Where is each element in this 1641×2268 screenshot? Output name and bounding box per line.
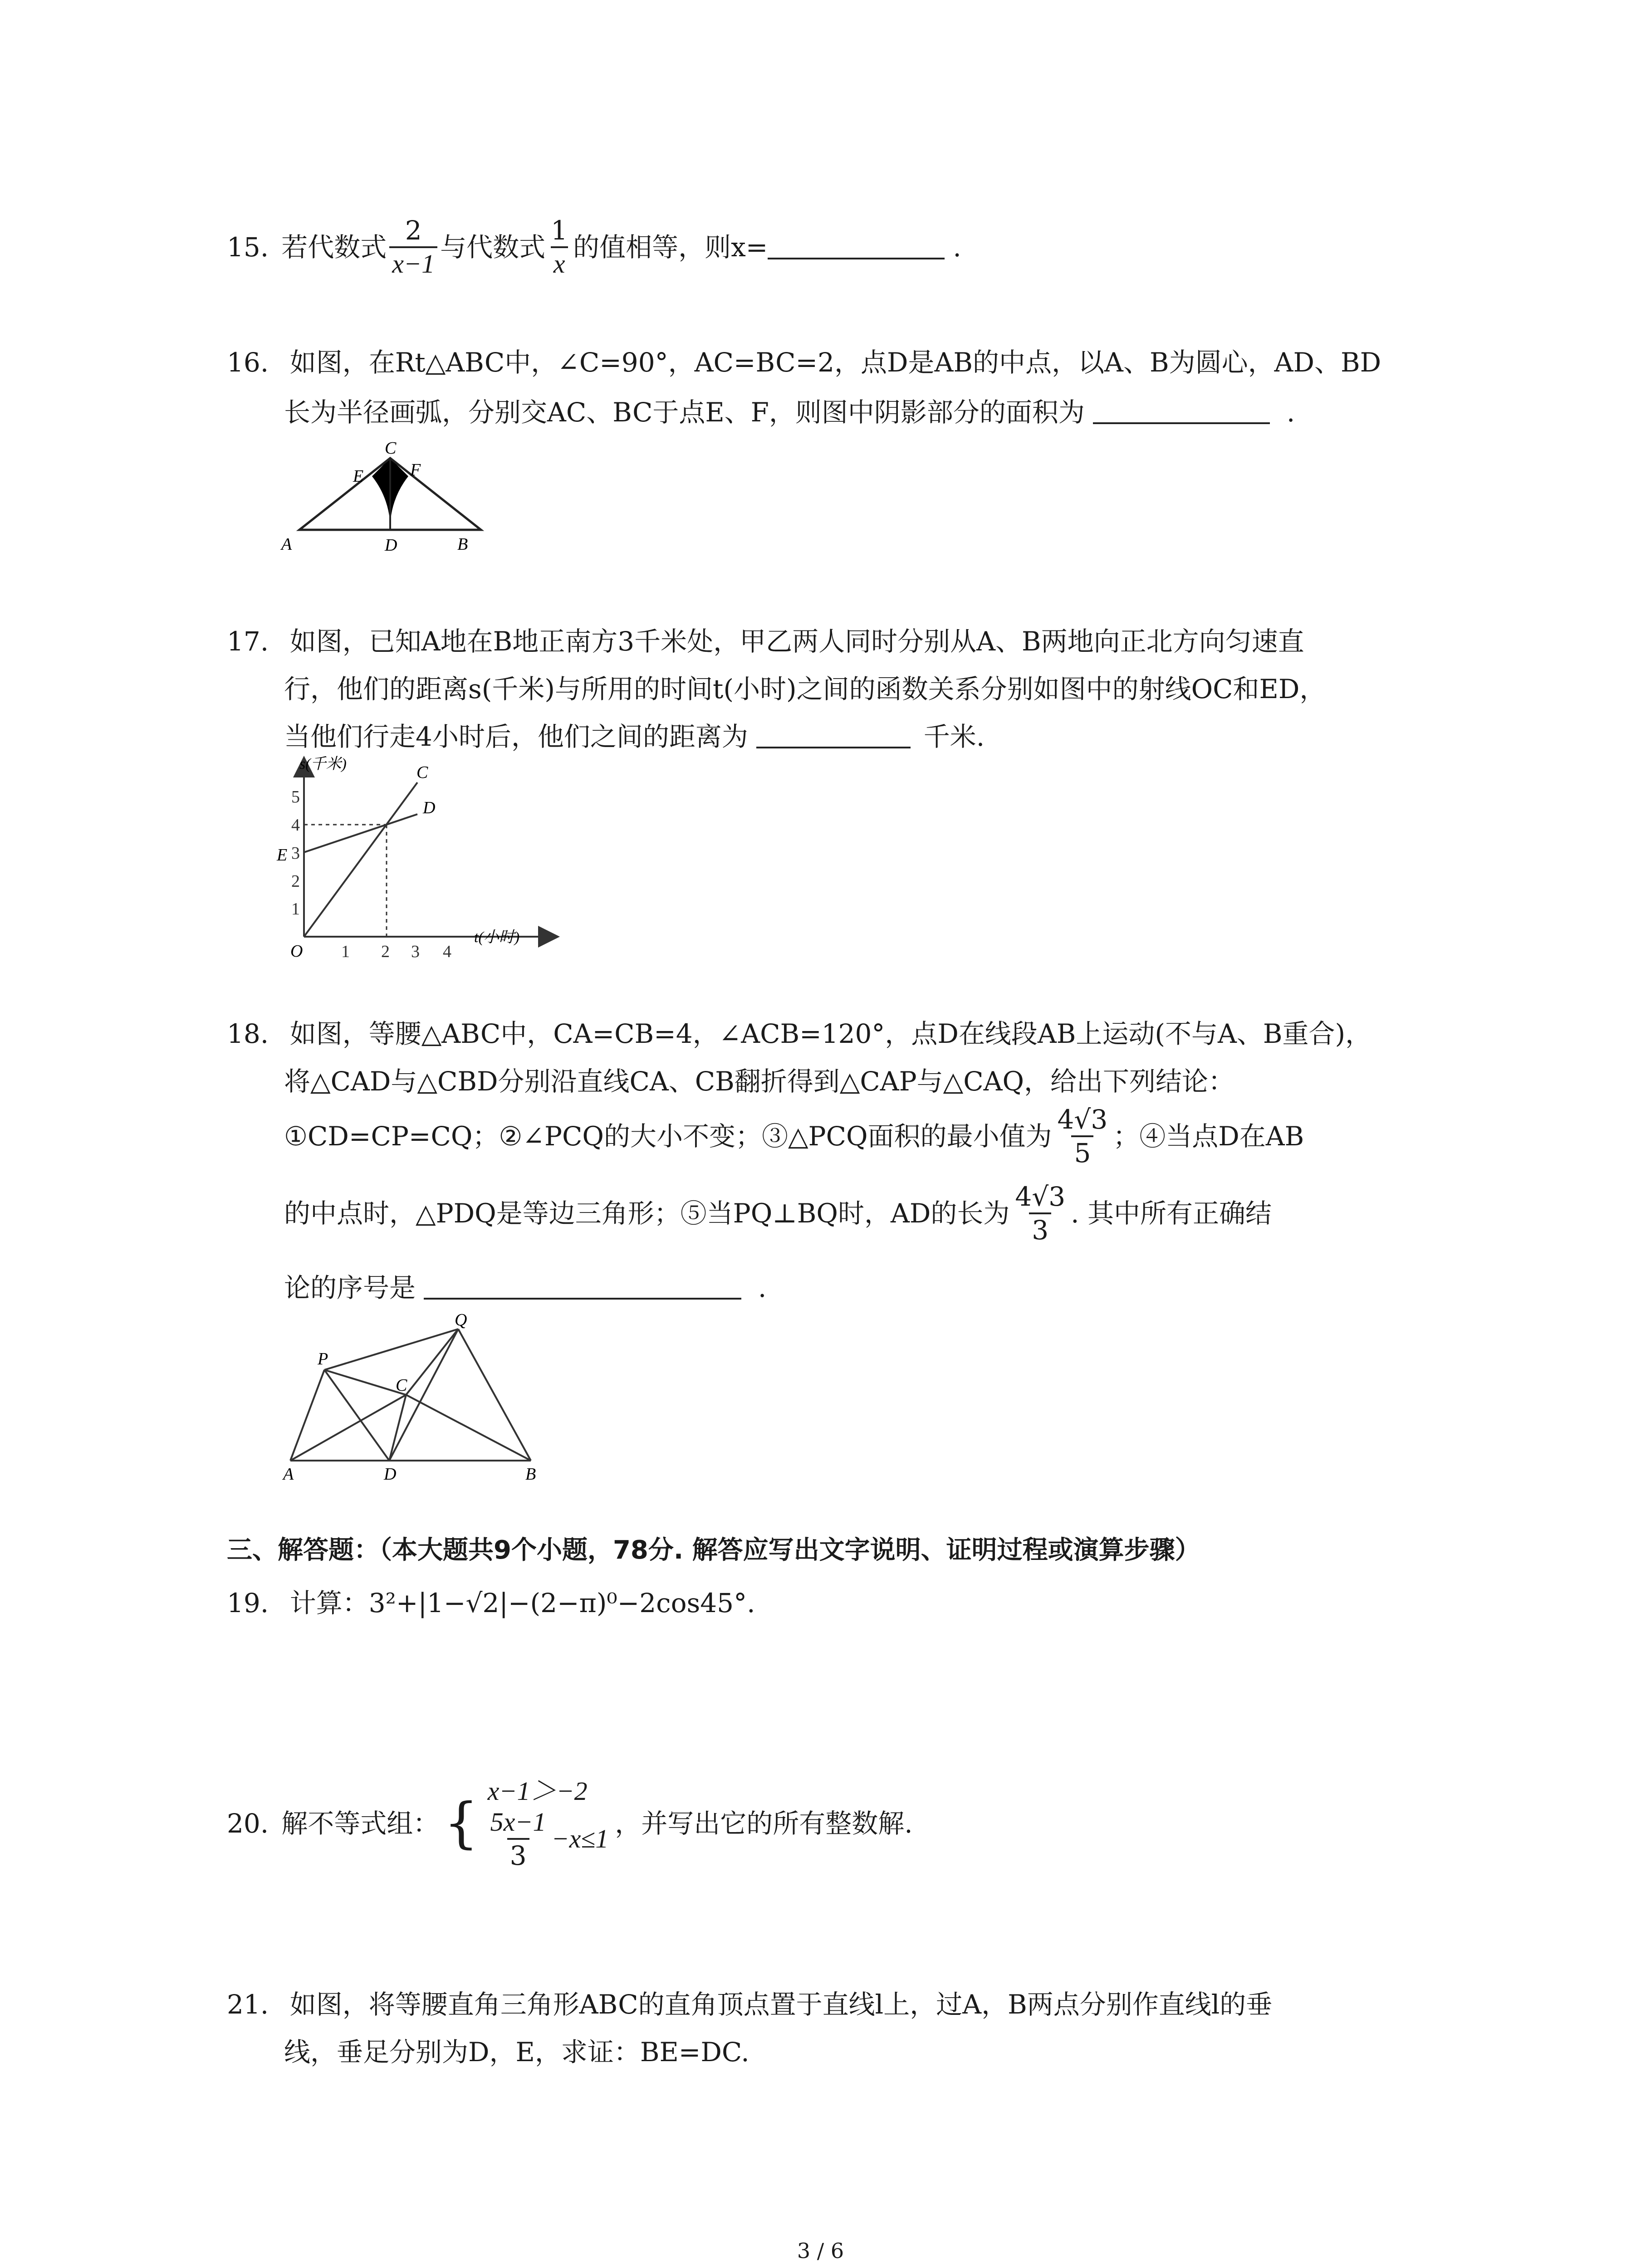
fraction-min-area: $\frac{4√3}{5}$	[1057, 1104, 1108, 1168]
y-tick-3: 3	[291, 844, 300, 863]
label-C: C	[416, 763, 428, 782]
label-B: B	[457, 535, 468, 554]
label-C: C	[396, 1376, 407, 1395]
label-E: E	[353, 467, 364, 486]
question-number: 18.	[227, 1018, 269, 1049]
q18-line-5: 论的序号是 .	[284, 1272, 767, 1303]
q17-line-3: 当他们行走4小时后，他们之间的距离为 千米.	[284, 721, 985, 752]
q18-line-2: 将△CAD与△CBD分别沿直线CA、CB翻折得到△CAP与△CAQ，给出下列结论：	[284, 1066, 1235, 1097]
q15-fraction-1: $\frac{2}{x-1}$	[389, 217, 437, 277]
q18-line-1: 18. 如图，等腰△ABC中，CA=CB=4，∠ACB=120°，点D在线段AB上运动(不与A、B重合)，	[227, 1018, 1372, 1049]
q15-fraction-2: $\frac{1}{x}$	[551, 215, 568, 279]
x-tick-2: 2	[381, 942, 390, 961]
page-number: 3 / 6	[797, 2239, 844, 2263]
q17-line-1: 17. 如图，已知A地在B地正南方3千米处，甲乙两人同时分别从A、B两地向正北方向匀速直	[227, 626, 1304, 657]
q20: 20. 解不等式组： { x−1＞−2 $\frac{5x-1}{3}$ −x≤1 ，并写出它的所有整数解.	[227, 1776, 913, 1871]
label-Q: Q	[455, 1311, 467, 1330]
answer-blank[interactable]	[768, 235, 945, 259]
q15-text-1: 若代数式	[281, 232, 387, 263]
label-D: D	[423, 798, 436, 817]
question-number: 21.	[227, 1989, 269, 2020]
x-tick-3: 3	[411, 942, 420, 961]
inequality-1: x−1＞−2	[487, 1776, 588, 1806]
origin-label: O	[290, 942, 303, 961]
x-tick-4: 4	[443, 942, 451, 961]
q19: 19. 计算：3²+|1−√2|−(2−π)⁰−2cos45°.	[227, 1588, 755, 1618]
y-tick-4: 4	[291, 816, 300, 835]
answer-blank[interactable]	[424, 1275, 741, 1300]
answer-blank[interactable]	[1093, 400, 1270, 424]
q21-line-1: 21. 如图，将等腰直角三角形ABC的直角顶点置于直线l上，过A，B两点分别作直线l的垂	[227, 1989, 1273, 2020]
question-number: 19.	[227, 1588, 269, 1618]
label-D: D	[384, 1465, 397, 1484]
x-tick-1: 1	[341, 942, 350, 961]
y-axis-label: s(千米)	[299, 756, 347, 772]
q18-figure	[277, 1311, 549, 1492]
x-axis-label: t(小时)	[474, 929, 520, 946]
brace-icon: {	[444, 1792, 479, 1855]
label-C: C	[385, 439, 397, 458]
question-number: 20.	[227, 1808, 269, 1839]
q15: 15. 若代数式 $\frac{2}{x-1}$ 与代数式 $\frac{1}{x}$ 的值相等，则x= .	[227, 215, 961, 279]
y-tick-1: 1	[291, 899, 300, 919]
q18-line-4: 的中点时，△PDQ是等边三角形；⑤当PQ⊥BQ时，AD的长为 $\frac{4√3}{3}$ . 其中所有正确结	[284, 1181, 1272, 1246]
q16-line-1: 16. 如图，在Rt△ABC中，∠C=90°，AC=BC=2，点D是AB的中点，以A、B为圆心，AD、BD	[227, 347, 1381, 378]
q21-line-2: 线，垂足分别为D，E，求证：BE=DC.	[284, 2037, 749, 2068]
q17-graph	[272, 755, 572, 964]
q16-figure	[277, 431, 504, 567]
q16-line-2: 长为半径画弧，分别交AC、BC于点E、F，则图中阴影部分的面积为 .	[284, 397, 1295, 428]
fraction-ad-length: $\frac{4√3}{3}$	[1015, 1181, 1066, 1246]
q15-text-3: 的值相等，则x=	[573, 232, 768, 263]
label-F: F	[410, 460, 421, 479]
section-3-title: 三、解答题：（本大题共9个小题，78分. 解答应写出文字说明、证明过程或演算步骤）	[227, 1535, 1200, 1565]
label-E: E	[277, 846, 288, 865]
label-A: A	[283, 1465, 294, 1484]
q15-text-2: 与代数式	[440, 232, 546, 263]
y-ticks	[291, 787, 300, 919]
inequality-system	[488, 1778, 609, 1869]
label-P: P	[318, 1349, 328, 1369]
question-number: 15.	[227, 232, 269, 263]
question-number: 16.	[227, 347, 269, 378]
label-B: B	[525, 1465, 536, 1484]
y-tick-5: 5	[291, 787, 300, 807]
answer-blank[interactable]	[756, 724, 911, 748]
label-D: D	[385, 536, 397, 555]
question-number: 17.	[227, 626, 269, 657]
x-ticks	[341, 942, 451, 961]
label-A: A	[281, 535, 292, 554]
q17-line-2: 行，他们的距离s(千米)与所用的时间t(小时)之间的函数关系分别如图中的射线OC和ED，	[284, 674, 1326, 704]
y-tick-2: 2	[291, 872, 300, 891]
inequality-2: $\frac{5x-1}{3}$ −x≤1	[490, 1807, 609, 1871]
q18-line-3: ①CD=CP=CQ；②∠PCQ的大小不变；③△PCQ面积的最小值为 $\frac{4√3}{5}$ ；④当点D在AB	[284, 1104, 1304, 1168]
